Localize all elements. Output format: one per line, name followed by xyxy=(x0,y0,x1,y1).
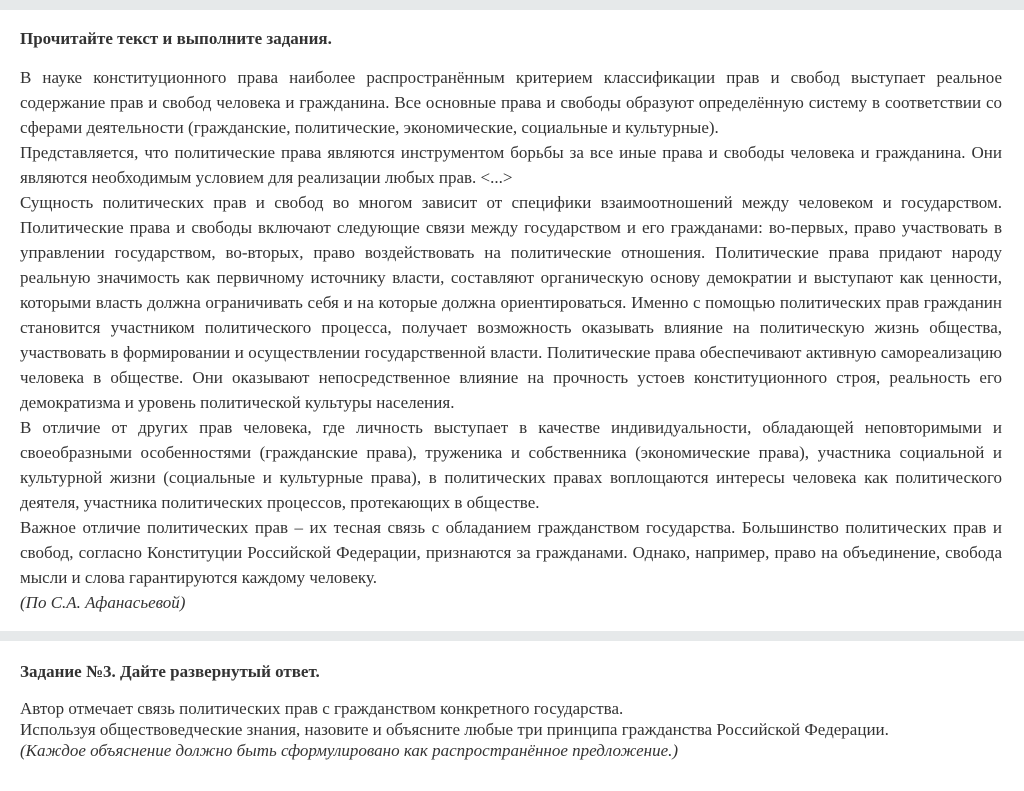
text-paragraph: Сущность политических прав и свобод во многом зависит от специфики взаимоотношений между человеком и государством. Политические права и свободы включают следующие связи между государством и его гражданами: во-первых, право участвовать в управлении государством, во-вторых, право воздействовать на политические отношения. Политические права придают народу реальную значимость как первичному источнику власти, составляют органическую основу демократии и выступают как ценности, которыми власть должна ограничивать себя и на которые должна ориентироваться. Именно с помощью политических прав гражданин становится участником политического процесса, получает возможность оказывать влияние на политическую жизнь общества, участвовать в формировании и осуществлении государственной власти. Политические права обеспечивают активную самореализацию человека в обществе. Они оказывают непосредственное влияние на прочность устоев конституционного строя, реальность его демократизма и уровень политической культуры населения. xyxy=(20,193,1002,412)
task-body xyxy=(20,698,1002,761)
task-line: Используя обществоведческие знания, назовите и объясните любые три принципа гражданства Российской Федерации. xyxy=(20,720,889,739)
reading-text-body xyxy=(20,65,1002,615)
text-source-attribution: (По С.А. Афанасьевой) xyxy=(20,593,186,612)
top-divider-band xyxy=(0,0,1024,10)
text-paragraph: В науке конституционного права наиболее распространённым критерием классификации прав и свобод выступает реальное содержание прав и свобод человека и гражданина. Все основные права и свободы образуют определённую систему в соответствии со сферами деятельности (гражданские, политические, экономические, социальные и культурные). xyxy=(20,68,1002,137)
task-heading: Задание №3. Дайте развернутый ответ. xyxy=(20,662,320,681)
task-note: (Каждое объяснение должно быть сформулировано как распространённое предложение.) xyxy=(20,741,679,760)
middle-divider-band xyxy=(0,631,1024,641)
task-block xyxy=(0,641,1024,761)
reading-text-block xyxy=(0,10,1024,631)
text-paragraph: В отличие от других прав человека, где личность выступает в качестве индивидуальности, обладающей неповторимыми и своеобразными особенностями (гражданские права), труженика и собственника (экономические права), участника социальной и культурной жизни (социальные и культурные права), в политических правах воплощаются интересы человека как политического деятеля, участника политических процессов, протекающих в обществе. xyxy=(20,418,1002,512)
text-paragraph: Важное отличие политических прав – их тесная связь с обладанием гражданством государства. Большинство политических прав и свобод, согласно Конституции Российской Федерации, признаются за гражданами. Однако, например, право на объединение, свобода мысли и слова гарантируются каждому человеку. xyxy=(20,518,1002,587)
text-paragraph: Представляется, что политические права являются инструментом борьбы за все иные права и свободы человека и гражданина. Они являются необходимым условием для реализации любых прав. <...> xyxy=(20,143,1002,187)
reading-instruction-heading: Прочитайте текст и выполните задания. xyxy=(20,29,332,48)
task-line: Автор отмечает связь политических прав с гражданством конкретного государства. xyxy=(20,699,624,718)
